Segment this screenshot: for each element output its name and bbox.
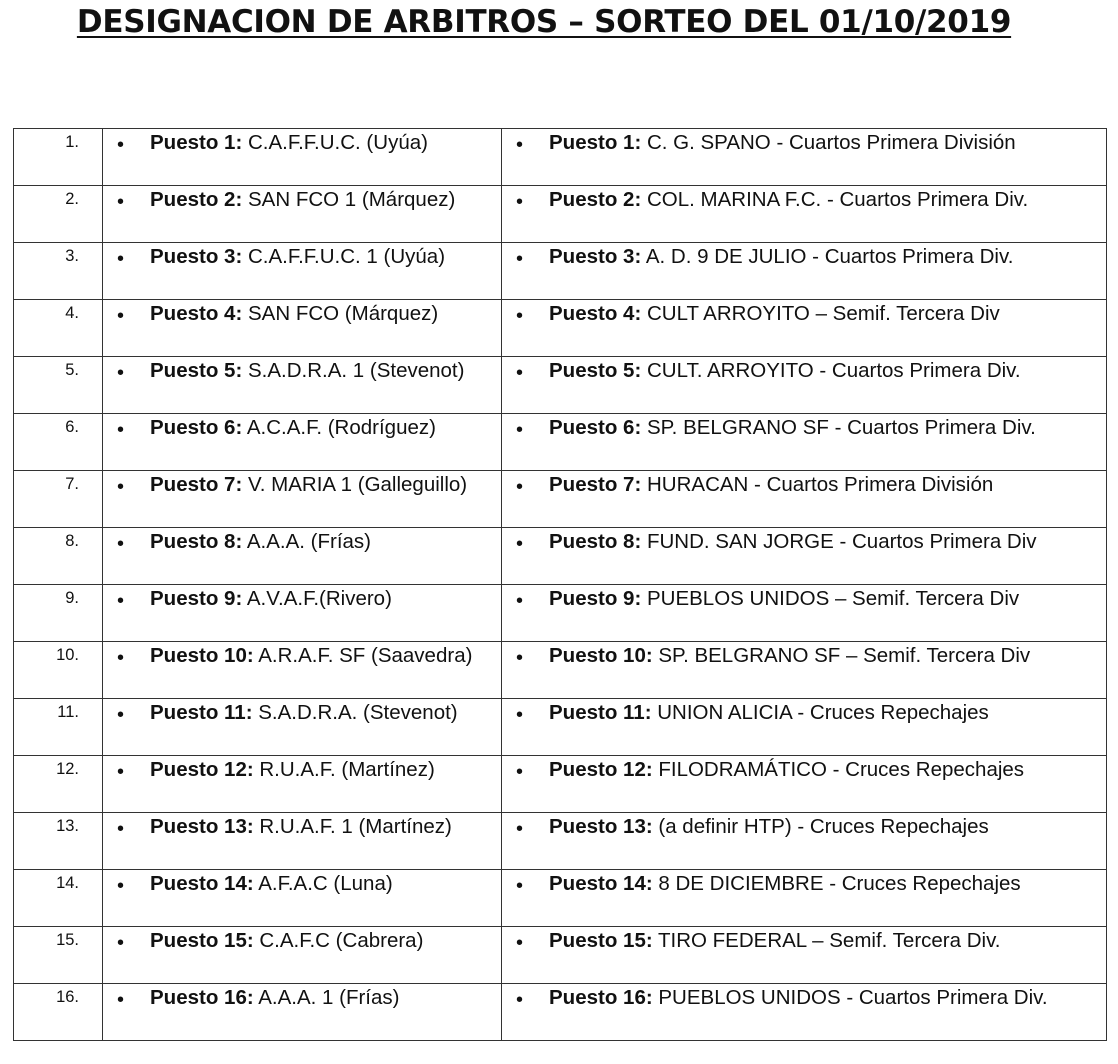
referee-assignment-cell [103, 414, 502, 471]
match-assignment-cell [502, 471, 1107, 528]
referee-assignment-text [150, 188, 455, 212]
bullet-icon: • [516, 533, 524, 555]
referee-assignment-cell [103, 642, 502, 699]
table-row [14, 357, 1107, 414]
referee-assignment-text [150, 929, 423, 953]
match-assignment-text [549, 986, 1048, 1010]
position-label: Puesto 11: [549, 701, 652, 724]
row-number-cell [14, 927, 103, 984]
referee-assignment-cell [103, 927, 502, 984]
position-label: Puesto 14: [549, 872, 653, 895]
bullet-icon: • [516, 704, 524, 726]
bullet-icon: • [117, 476, 125, 498]
bullet-icon: • [117, 704, 125, 726]
referee-assignment-value: A.A.A. 1 (Frías) [253, 986, 400, 1009]
match-assignment-text [549, 302, 1000, 326]
bullet-icon: • [516, 932, 524, 954]
referee-assignment-cell [103, 129, 502, 186]
match-assignment-cell [502, 186, 1107, 243]
bullet-icon: • [117, 932, 125, 954]
referee-assignment-cell [103, 699, 502, 756]
bullet-icon: • [516, 191, 524, 213]
match-assignment-cell [502, 756, 1107, 813]
position-label: Puesto 13: [150, 815, 254, 838]
match-assignment-cell [502, 357, 1107, 414]
match-assignment-text [549, 929, 1001, 953]
referee-assignment [103, 186, 501, 212]
match-assignment-value: CULT ARROYITO – Semif. Tercera Div [641, 302, 1000, 325]
match-assignment-value: 8 DE DICIEMBRE - Cruces Repechajes [652, 872, 1021, 895]
position-label: Puesto 1: [150, 131, 243, 154]
bullet-icon: • [516, 476, 524, 498]
referee-assignment [103, 642, 501, 668]
position-label: Puesto 14: [150, 872, 254, 895]
table-row [14, 984, 1107, 1041]
position-label: Puesto 4: [150, 302, 243, 325]
position-label: Puesto 15: [150, 929, 254, 952]
match-assignment-cell [502, 528, 1107, 585]
position-label: Puesto 2: [150, 188, 243, 211]
row-number: 14. [56, 874, 79, 892]
bullet-icon: • [516, 761, 524, 783]
row-number-cell [14, 984, 103, 1041]
bullet-icon: • [117, 761, 125, 783]
referee-assignment-text [150, 815, 452, 839]
referee-assignment-cell [103, 357, 502, 414]
referee-assignment-text [150, 359, 464, 383]
position-label: Puesto 6: [549, 416, 642, 439]
referee-assignment [103, 870, 501, 896]
match-assignment-text [549, 131, 1016, 155]
match-assignment-cell [502, 243, 1107, 300]
row-number-cell [14, 357, 103, 414]
row-number: 5. [65, 361, 79, 379]
referee-assignment-text [150, 872, 393, 896]
position-label: Puesto 9: [549, 587, 642, 610]
bullet-icon: • [516, 362, 524, 384]
referee-assignment-cell [103, 300, 502, 357]
match-assignment [502, 129, 1106, 155]
referee-assignment [103, 129, 501, 155]
bullet-icon: • [117, 248, 125, 270]
referee-assignment [103, 528, 501, 554]
match-assignment-text [549, 416, 1036, 440]
match-assignment-cell [502, 699, 1107, 756]
match-assignment-text [549, 359, 1021, 383]
referee-assignment-cell [103, 756, 502, 813]
match-assignment-text [549, 701, 989, 725]
referee-assignment-value: S.A.D.R.A. 1 (Stevenot) [242, 359, 465, 382]
match-assignment-value: PUEBLOS UNIDOS - Cuartos Primera Div. [652, 986, 1048, 1009]
match-assignment-text [549, 188, 1028, 212]
match-assignment-value: (a definir HTP) - Cruces Repechajes [652, 815, 989, 838]
row-number: 9. [65, 589, 79, 607]
row-number-cell [14, 471, 103, 528]
match-assignment-cell [502, 300, 1107, 357]
row-number: 16. [56, 988, 79, 1006]
row-number-cell [14, 585, 103, 642]
table-row [14, 471, 1107, 528]
referee-assignment-cell [103, 471, 502, 528]
table-row [14, 414, 1107, 471]
row-number-cell [14, 300, 103, 357]
match-assignment [502, 357, 1106, 383]
row-number: 11. [57, 703, 79, 721]
referee-assignment-text [150, 701, 458, 725]
referee-assignment-value: A.C.A.F. (Rodríguez) [242, 416, 436, 439]
position-label: Puesto 1: [549, 131, 642, 154]
position-label: Puesto 4: [549, 302, 642, 325]
referee-assignment [103, 699, 501, 725]
bullet-icon: • [516, 590, 524, 612]
match-assignment-text [549, 245, 1013, 269]
referee-assignment [103, 984, 501, 1010]
match-assignment-text [549, 530, 1037, 554]
match-assignment [502, 699, 1106, 725]
table-row [14, 528, 1107, 585]
row-number-cell [14, 870, 103, 927]
match-assignment-value: C. G. SPANO - Cuartos Primera División [641, 131, 1016, 154]
referee-assignment-value: SAN FCO (Márquez) [242, 302, 439, 325]
bullet-icon: • [516, 647, 524, 669]
bullet-icon: • [117, 875, 125, 897]
table-row [14, 927, 1107, 984]
referee-assignment [103, 471, 501, 497]
bullet-icon: • [117, 362, 125, 384]
match-assignment-value: A. D. 9 DE JULIO - Cuartos Primera Div. [641, 245, 1014, 268]
bullet-icon: • [516, 989, 524, 1011]
position-label: Puesto 5: [549, 359, 642, 382]
referee-assignment-cell [103, 186, 502, 243]
row-number: 8. [65, 532, 79, 550]
position-label: Puesto 12: [549, 758, 653, 781]
row-number-cell [14, 129, 103, 186]
table-row [14, 300, 1107, 357]
position-label: Puesto 7: [549, 473, 642, 496]
position-label: Puesto 3: [150, 245, 243, 268]
referee-assignment-value: A.F.A.C (Luna) [253, 872, 393, 895]
row-number: 12. [56, 760, 79, 778]
referee-assignment [103, 357, 501, 383]
match-assignment-cell [502, 585, 1107, 642]
match-assignment-value: COL. MARINA F.C. - Cuartos Primera Div. [641, 188, 1029, 211]
position-label: Puesto 7: [150, 473, 243, 496]
row-number: 15. [56, 931, 79, 949]
position-label: Puesto 9: [150, 587, 243, 610]
referee-assignment [103, 813, 501, 839]
match-assignment [502, 984, 1106, 1010]
match-assignment [502, 528, 1106, 554]
referee-assignment-value: R.U.A.F. 1 (Martínez) [253, 815, 452, 838]
match-assignment-value: SP. BELGRANO SF – Semif. Tercera Div [652, 644, 1031, 667]
row-number-cell [14, 756, 103, 813]
match-assignment-text [549, 872, 1021, 896]
table-row [14, 243, 1107, 300]
match-assignment [502, 642, 1106, 668]
row-number: 3. [65, 247, 79, 265]
referee-assignment-text [150, 302, 438, 326]
referee-assignment-cell [103, 243, 502, 300]
referee-assignment-value: SAN FCO 1 (Márquez) [242, 188, 456, 211]
referee-assignment-cell [103, 870, 502, 927]
position-label: Puesto 12: [150, 758, 254, 781]
bullet-icon: • [117, 191, 125, 213]
referee-assignment-text [150, 245, 445, 269]
referee-assignment-value: A.A.A. (Frías) [242, 530, 371, 553]
referee-assignment-cell [103, 984, 502, 1041]
match-assignment-text [549, 644, 1030, 668]
match-assignment [502, 471, 1106, 497]
position-label: Puesto 16: [150, 986, 254, 1009]
position-label: Puesto 10: [549, 644, 653, 667]
bullet-icon: • [117, 647, 125, 669]
row-number-cell [14, 414, 103, 471]
match-assignment [502, 414, 1106, 440]
referee-assignment-value: R.U.A.F. (Martínez) [253, 758, 435, 781]
match-assignment-value: HURACAN - Cuartos Primera División [641, 473, 994, 496]
row-number-cell [14, 528, 103, 585]
table-row [14, 756, 1107, 813]
referee-assignment [103, 585, 501, 611]
bullet-icon: • [516, 419, 524, 441]
referee-assignment-value: V. MARIA 1 (Galleguillo) [242, 473, 468, 496]
match-assignment-cell [502, 984, 1107, 1041]
match-assignment-cell [502, 129, 1107, 186]
match-assignment-value: FUND. SAN JORGE - Cuartos Primera Div [641, 530, 1037, 553]
match-assignment-value: FILODRAMÁTICO - Cruces Repechajes [652, 758, 1025, 781]
table-row [14, 129, 1107, 186]
bullet-icon: • [117, 134, 125, 156]
referee-assignment-value: A.V.A.F.(Rivero) [242, 587, 392, 610]
bullet-icon: • [516, 134, 524, 156]
table-row [14, 642, 1107, 699]
match-assignment-value: CULT. ARROYITO - Cuartos Primera Div. [641, 359, 1021, 382]
referee-assignment-text [150, 758, 435, 782]
match-assignment-text [549, 473, 993, 497]
row-number-cell [14, 642, 103, 699]
match-assignment-cell [502, 813, 1107, 870]
bullet-icon: • [516, 875, 524, 897]
table-row [14, 870, 1107, 927]
match-assignment [502, 300, 1106, 326]
referee-assignment-value: C.A.F.F.U.C. 1 (Uyúa) [242, 245, 446, 268]
table-row [14, 186, 1107, 243]
position-label: Puesto 3: [549, 245, 642, 268]
match-assignment-text [549, 758, 1024, 782]
row-number: 7. [65, 475, 79, 493]
referee-assignment-cell [103, 528, 502, 585]
position-label: Puesto 2: [549, 188, 642, 211]
position-label: Puesto 13: [549, 815, 653, 838]
position-label: Puesto 6: [150, 416, 243, 439]
match-assignment-cell [502, 642, 1107, 699]
match-assignment-value: PUEBLOS UNIDOS – Semif. Tercera Div [641, 587, 1020, 610]
referee-assignment [103, 300, 501, 326]
referee-assignment [103, 243, 501, 269]
match-assignment [502, 756, 1106, 782]
referee-assignment-cell [103, 813, 502, 870]
bullet-icon: • [117, 989, 125, 1011]
referee-assignment-text [150, 131, 428, 155]
referee-assignment-value: C.A.F.F.U.C. (Uyúa) [242, 131, 428, 154]
row-number: 2. [65, 190, 79, 208]
match-assignment-value: SP. BELGRANO SF - Cuartos Primera Div. [641, 416, 1036, 439]
match-assignment-value: UNION ALICIA - Cruces Repechajes [651, 701, 989, 724]
referee-assignment-text [150, 644, 472, 668]
referee-assignment-cell [103, 585, 502, 642]
referee-assignment-text [150, 530, 371, 554]
position-label: Puesto 5: [150, 359, 243, 382]
position-label: Puesto 15: [549, 929, 653, 952]
referee-assignment-value: S.A.D.R.A. (Stevenot) [252, 701, 458, 724]
position-label: Puesto 8: [549, 530, 642, 553]
match-assignment [502, 186, 1106, 212]
match-assignment-cell [502, 870, 1107, 927]
referee-assignment-text [150, 473, 467, 497]
row-number: 1. [65, 133, 79, 151]
position-label: Puesto 11: [150, 701, 253, 724]
bullet-icon: • [516, 305, 524, 327]
referee-assignment-value: A.R.A.F. SF (Saavedra) [253, 644, 473, 667]
row-number-cell [14, 186, 103, 243]
page-title: DESIGNACION DE ARBITROS – SORTEO DEL 01/10/2019 [76, 4, 1012, 40]
bullet-icon: • [117, 305, 125, 327]
row-number: 4. [65, 304, 79, 322]
referee-assignment-text [150, 986, 399, 1010]
match-assignment [502, 585, 1106, 611]
referee-assignment-text [150, 416, 436, 440]
match-assignment-value: TIRO FEDERAL – Semif. Tercera Div. [652, 929, 1001, 952]
match-assignment-text [549, 815, 989, 839]
bullet-icon: • [516, 248, 524, 270]
bullet-icon: • [117, 818, 125, 840]
position-label: Puesto 16: [549, 986, 653, 1009]
match-assignment-cell [502, 414, 1107, 471]
bullet-icon: • [117, 419, 125, 441]
table-row [14, 813, 1107, 870]
position-label: Puesto 10: [150, 644, 254, 667]
referee-assignment [103, 414, 501, 440]
row-number-cell [14, 243, 103, 300]
match-assignment [502, 813, 1106, 839]
match-assignment [502, 243, 1106, 269]
bullet-icon: • [117, 533, 125, 555]
match-assignment [502, 870, 1106, 896]
referee-assignment-value: C.A.F.C (Cabrera) [253, 929, 424, 952]
referee-assignment-text [150, 587, 392, 611]
referee-assignment [103, 927, 501, 953]
match-assignment [502, 927, 1106, 953]
bullet-icon: • [516, 818, 524, 840]
row-number: 6. [65, 418, 79, 436]
row-number: 13. [56, 817, 79, 835]
position-label: Puesto 8: [150, 530, 243, 553]
bullet-icon: • [117, 590, 125, 612]
table-row [14, 585, 1107, 642]
match-assignment-text [549, 587, 1019, 611]
assignment-table [13, 128, 1107, 1041]
match-assignment-cell [502, 927, 1107, 984]
row-number-cell [14, 699, 103, 756]
referee-assignment [103, 756, 501, 782]
table-row [14, 699, 1107, 756]
row-number-cell [14, 813, 103, 870]
table-body [14, 129, 1107, 1041]
row-number: 10. [56, 646, 79, 664]
